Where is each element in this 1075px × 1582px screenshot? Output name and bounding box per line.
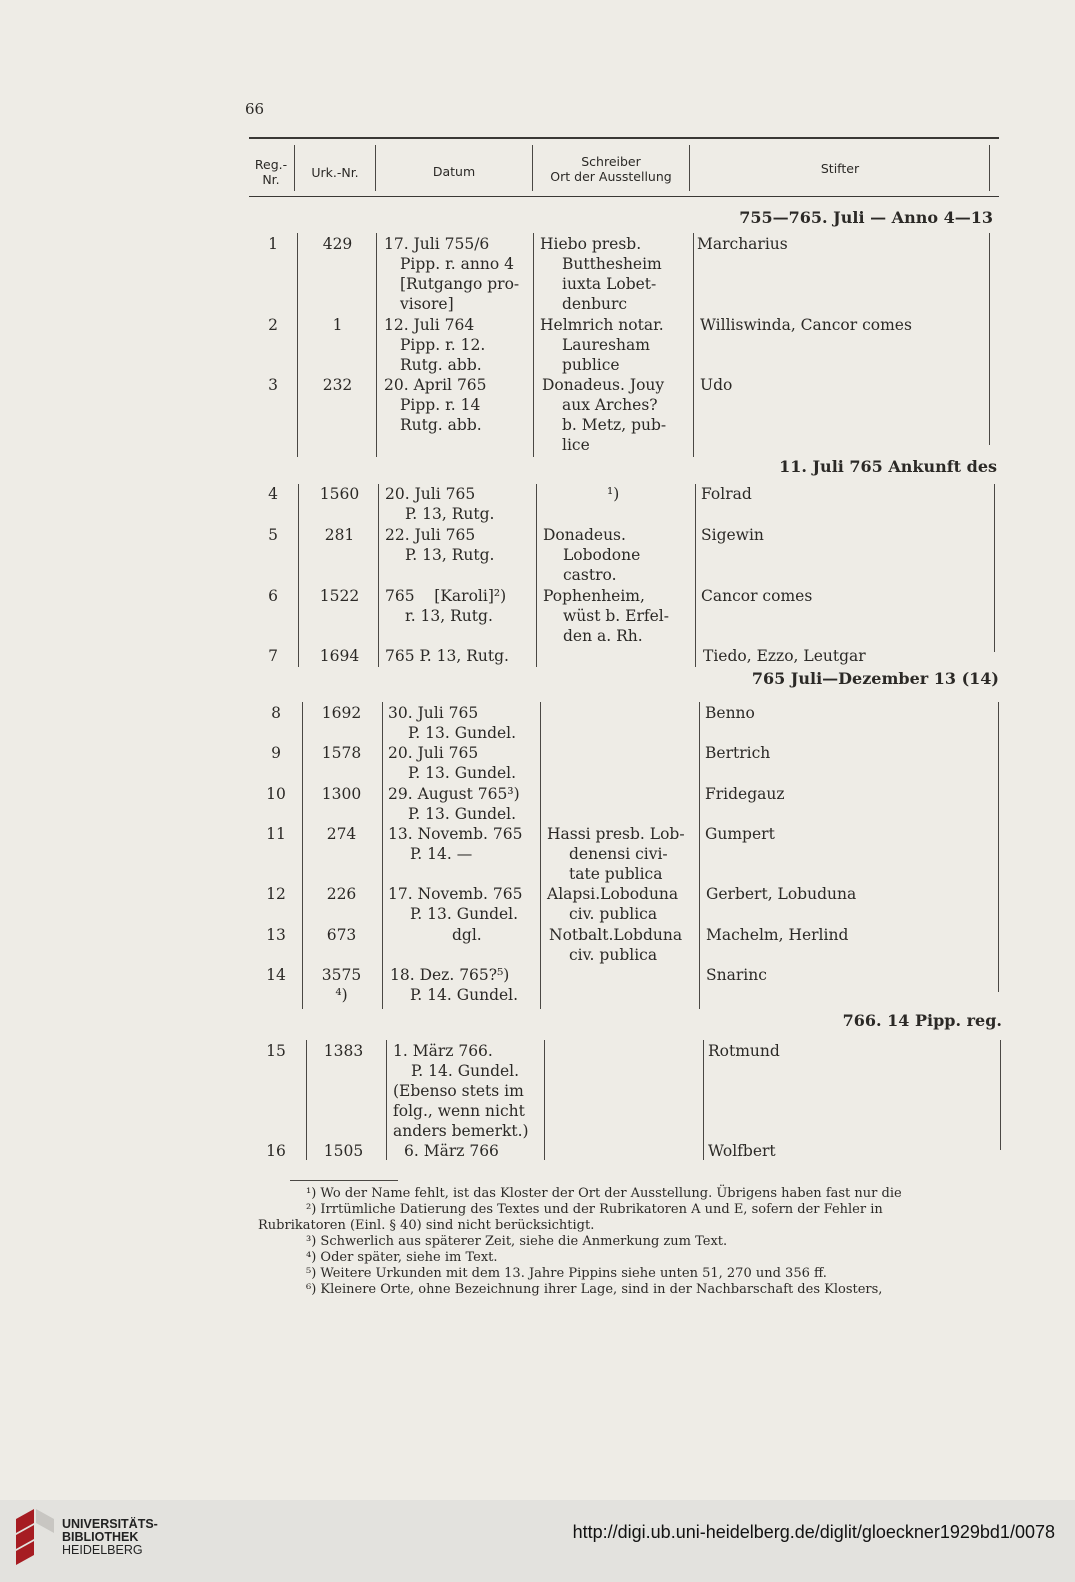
header-urk-nr: Urk.-Nr. <box>311 165 359 180</box>
reg-nr: 10 <box>266 785 286 803</box>
schreiber-line: civ. publica <box>569 905 658 923</box>
reg-nr: 6 <box>268 587 278 605</box>
header-reg-line: Reg.- <box>254 157 288 172</box>
schreiber-line: Helmrich notar. <box>540 316 664 334</box>
footnote: ¹) Wo der Name fehlt, ist das Kloster der Ort der Ausstellung. Übrigens haben fast nur die <box>306 1186 902 1201</box>
datum <box>385 525 494 565</box>
reg-nr: 12 <box>266 885 286 903</box>
stifter: Benno <box>705 704 755 722</box>
schreiber-line: ¹) <box>607 485 620 503</box>
column-divider <box>382 702 383 1009</box>
column-divider <box>378 484 379 667</box>
stifter: Gerbert, Lobuduna <box>706 885 857 903</box>
datum <box>388 743 516 783</box>
reg-nr: 11 <box>266 825 286 843</box>
urk-footnote: ⁴) <box>335 986 348 1004</box>
schreiber-line: Lauresham <box>562 336 650 354</box>
column-divider <box>540 702 541 1009</box>
schreiber <box>543 586 669 646</box>
column-divider <box>376 233 377 457</box>
datum <box>390 965 518 1005</box>
column-divider <box>989 233 990 445</box>
datum-line: 6. März 766 <box>404 1142 499 1160</box>
reg-nr: 7 <box>268 647 278 665</box>
header-schreiber-line: Schreiber <box>581 154 641 169</box>
reg-nr: 1 <box>268 235 278 253</box>
stifter: Wolfbert <box>708 1142 776 1160</box>
page-number: 66 <box>245 100 265 118</box>
urk-nr: 1694 <box>319 647 360 665</box>
schreiber-line: publice <box>562 356 620 374</box>
footnote: ³) Schwerlich aus späterer Zeit, siehe die Anmerkung zum Text. <box>306 1234 728 1249</box>
datum-line: P. 14. Gundel. <box>411 1062 520 1080</box>
header-datum: Datum <box>432 164 476 179</box>
library-name <box>62 1518 158 1557</box>
urk-nr: 281 <box>324 526 355 544</box>
header-divider <box>989 145 990 191</box>
datum-line: 765 P. 13, Rutg. <box>385 647 509 665</box>
urk-nr: 1505 <box>323 1142 364 1160</box>
datum-line: 22. Juli 765 <box>385 526 476 544</box>
column-divider <box>386 1040 387 1160</box>
schreiber-line: wüst b. Erfel- <box>563 607 669 625</box>
datum-line: 765 [Karoli]²) <box>385 587 507 605</box>
reg-nr: 13 <box>266 926 286 944</box>
reg-nr: 4 <box>268 485 278 503</box>
schreiber-line: den a. Rh. <box>563 627 643 645</box>
schreiber-line: denensi civi- <box>569 845 668 863</box>
datum-line: P. 13, Rutg. <box>405 505 495 523</box>
university-library-logo-icon <box>12 1505 57 1565</box>
reg-nr: 15 <box>266 1042 286 1060</box>
datum-line: folg., wenn nicht <box>393 1102 525 1120</box>
datum <box>384 234 519 314</box>
stifter: Marcharius <box>697 235 788 253</box>
reg-nr: 8 <box>271 704 281 722</box>
datum-line: 20. Juli 765 <box>385 485 476 503</box>
schreiber <box>549 925 682 965</box>
datum-line: 18. Dez. 765?⁵) <box>390 966 510 984</box>
urk-nr: 1578 <box>321 744 362 762</box>
schreiber <box>542 375 666 455</box>
column-divider <box>1000 1040 1001 1150</box>
library-name-line: HEIDELBERG <box>62 1543 143 1557</box>
datum <box>388 824 522 864</box>
column-divider <box>994 484 995 652</box>
datum-line: Rutg. abb. <box>400 416 482 434</box>
stifter: Folrad <box>701 485 752 503</box>
datum-line: P. 14. Gundel. <box>410 986 519 1004</box>
reg-nr: 2 <box>268 316 278 334</box>
datum <box>404 1141 499 1161</box>
schreiber-line: Alapsi.Loboduna <box>547 885 679 903</box>
header-schreiber <box>533 154 689 184</box>
schreiber-line: Pophenheim, <box>543 587 645 605</box>
stifter: Tiedo, Ezzo, Leutgar <box>703 647 866 665</box>
datum-line: 17. Juli 755/6 <box>384 235 490 253</box>
datum-line: 29. August 765³) <box>388 785 520 803</box>
stifter: Udo <box>700 376 733 394</box>
datum-line: 1. März 766. <box>393 1042 493 1060</box>
schreiber <box>543 525 640 585</box>
digital-library-url-link[interactable]: http://digi.ub.uni-heidelberg.de/diglit/gloeckner1929bd1/0078 <box>572 1522 1055 1542</box>
column-divider <box>699 702 700 1009</box>
schreiber-line: Lobodone <box>563 546 641 564</box>
header-reg-line: Nr. <box>262 172 280 187</box>
header-schreiber-line: Ort der Ausstellung <box>550 169 672 184</box>
column-divider <box>544 1040 545 1160</box>
urk-nr: 232 <box>322 376 353 394</box>
reg-nr: 16 <box>266 1142 286 1160</box>
urk-nr: 1300 <box>321 785 362 803</box>
datum <box>384 375 487 435</box>
schreiber <box>547 884 678 924</box>
schreiber-line: Donadeus. Jouy <box>542 376 665 394</box>
datum-line: Pipp. r. 12. <box>400 336 486 354</box>
stifter: Rotmund <box>708 1042 780 1060</box>
urk-nr: 429 <box>322 235 353 253</box>
library-name-line: UNIVERSITÄTS- <box>62 1517 158 1531</box>
schreiber-line: Hiebo presb. <box>540 235 642 253</box>
datum-line: Pipp. r. 14 <box>400 396 481 414</box>
stifter: Fridegauz <box>705 785 785 803</box>
reg-nr: 3 <box>268 376 278 394</box>
datum-line: visore] <box>400 295 454 313</box>
schreiber-line: lice <box>562 436 590 454</box>
stifter: Sigewin <box>701 526 764 544</box>
urk-nr: 1 <box>332 316 343 334</box>
datum-line: 20. April 765 <box>384 376 487 394</box>
schreiber-line: b. Metz, pub- <box>562 416 667 434</box>
stifter: Gumpert <box>705 825 775 843</box>
reg-nr: 9 <box>271 744 281 762</box>
header-divider <box>375 145 376 191</box>
datum <box>388 784 520 824</box>
column-divider <box>703 1040 704 1160</box>
datum <box>384 315 485 375</box>
schreiber-line: Donadeus. <box>543 526 626 544</box>
datum-line: dgl. <box>452 926 482 944</box>
urk-nr: 1692 <box>321 704 362 722</box>
datum-line: P. 14. — <box>410 845 473 863</box>
column-divider <box>297 233 298 457</box>
datum-line: [Rutgango pro- <box>400 275 520 293</box>
schreiber-line: iuxta Lobet- <box>562 275 657 293</box>
section-heading: 755—765. Juli — Anno 4—13 <box>739 208 993 227</box>
urk-nr: 226 <box>326 885 357 903</box>
stifter: Snarinc <box>706 966 767 984</box>
schreiber-line: denburc <box>562 295 628 313</box>
datum-line: 17. Novemb. 765 <box>388 885 523 903</box>
schreiber-line: Notbalt.Lobduna <box>549 926 683 944</box>
datum <box>388 884 522 924</box>
urk-nr: 673 <box>326 926 357 944</box>
footnote: ²) Irrtümliche Datierung des Textes und der Rubrikatoren A und E, sofern der Fehler in <box>306 1202 883 1217</box>
datum-line: P. 13. Gundel. <box>408 724 517 742</box>
column-divider <box>533 233 534 457</box>
urk-nr: 1522 <box>319 587 360 605</box>
datum <box>452 925 482 945</box>
section-heading: 765 Juli—Dezember 13 (14) <box>751 669 999 688</box>
datum <box>385 586 506 626</box>
schreiber-line: aux Arches? <box>562 396 658 414</box>
datum-line: 30. Juli 765 <box>388 704 479 722</box>
footnote: Rubrikatoren (Einl. § 40) sind nicht berücksichtigt. <box>258 1218 595 1233</box>
datum <box>388 703 516 743</box>
datum-line: Pipp. r. anno 4 <box>400 255 514 273</box>
column-divider <box>693 233 694 457</box>
datum-line: P. 13. Gundel. <box>410 905 519 923</box>
stifter: Machelm, Herlind <box>706 926 849 944</box>
datum-line: (Ebenso stets im <box>393 1082 524 1100</box>
datum-line: 12. Juli 764 <box>384 316 475 334</box>
stifter: Bertrich <box>705 744 771 762</box>
column-divider <box>998 702 999 992</box>
urk-nr <box>304 965 379 1005</box>
reg-nr: 14 <box>266 966 286 984</box>
datum <box>385 484 494 524</box>
stifter: Williswinda, Cancor comes <box>700 316 912 334</box>
header-divider <box>689 145 690 191</box>
header-bottom-rule <box>249 196 999 197</box>
schreiber <box>547 824 685 884</box>
footnote: ⁵) Weitere Urkunden mit dem 13. Jahre Pippins siehe unten 51, 270 und 356 ff. <box>306 1266 827 1281</box>
datum-line: 13. Novemb. 765 <box>388 825 523 843</box>
column-divider <box>302 702 303 1009</box>
urk-nr: 274 <box>326 825 357 843</box>
schreiber <box>540 315 664 375</box>
datum <box>393 1041 529 1141</box>
schreiber <box>540 234 662 314</box>
datum-line: P. 13. Gundel. <box>408 805 517 823</box>
library-name-line: BIBLIOTHEK <box>62 1530 139 1544</box>
footnote: ⁶) Kleinere Orte, ohne Bezeichnung ihrer Lage, sind in der Nachbarschaft des Klosters, <box>306 1282 883 1297</box>
datum <box>385 646 509 666</box>
column-divider <box>536 484 537 667</box>
header-top-rule <box>249 137 999 139</box>
urk-line: 3575 <box>321 966 362 984</box>
urk-nr: 1383 <box>323 1042 364 1060</box>
schreiber-line: civ. publica <box>569 946 658 964</box>
header-reg-nr <box>249 157 293 187</box>
schreiber-line: Hassi presb. Lob- <box>547 825 685 843</box>
datum-line: P. 13, Rutg. <box>405 546 495 564</box>
section-heading: 11. Juli 765 Ankunft des <box>779 457 997 476</box>
datum-line: r. 13, Rutg. <box>405 607 493 625</box>
header-stifter: Stifter <box>820 161 860 176</box>
reg-nr: 5 <box>268 526 278 544</box>
header-divider <box>294 145 295 191</box>
schreiber-line: castro. <box>563 566 617 584</box>
footnote-rule <box>290 1180 398 1181</box>
datum-line: P. 13. Gundel. <box>408 764 517 782</box>
stifter: Cancor comes <box>701 587 813 605</box>
column-divider <box>695 484 696 667</box>
schreiber-line: tate publica <box>569 865 663 883</box>
datum-line: anders bemerkt.) <box>393 1122 529 1140</box>
column-divider <box>298 484 299 667</box>
datum-line: 20. Juli 765 <box>388 744 479 762</box>
schreiber-line: Butthesheim <box>562 255 662 273</box>
schreiber <box>607 484 619 504</box>
section-heading: 766. 14 Pipp. reg. <box>842 1011 1002 1030</box>
urk-nr: 1560 <box>319 485 360 503</box>
datum-line: Rutg. abb. <box>400 356 482 374</box>
footnote: ⁴) Oder später, siehe im Text. <box>306 1250 498 1265</box>
